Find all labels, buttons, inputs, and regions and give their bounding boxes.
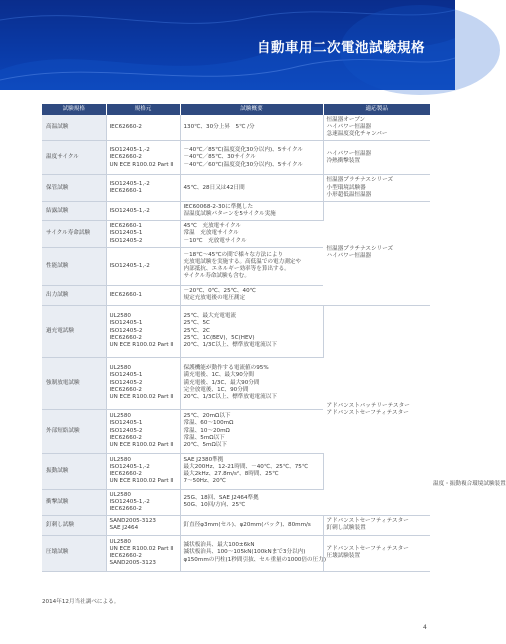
column-header-source: 規格元 xyxy=(106,104,180,115)
summary-line: －10℃ 充放電サイクル xyxy=(183,237,247,244)
table-row xyxy=(42,201,430,220)
summary-line: 45℃、28日又は42日間 xyxy=(183,184,245,191)
summary-cell xyxy=(180,201,323,220)
summary-line: 最大200Hz、12-21時間、－40℃、25℃、75℃ xyxy=(183,464,309,471)
test-name-cell: 温度サイクル xyxy=(42,141,106,175)
standards-line: IEC62660-2 xyxy=(109,386,142,393)
products-cell xyxy=(323,141,430,175)
summary-line: 規定充放電後の電圧測定 xyxy=(183,295,246,302)
summary-cell xyxy=(180,175,323,201)
test-name-cell: 圧壊試験 xyxy=(42,535,106,571)
summary-cell xyxy=(180,285,323,305)
table-row xyxy=(42,175,430,201)
products-cell xyxy=(323,305,430,515)
summary-line: －20℃、0℃、25℃、40℃ xyxy=(183,288,256,295)
standards-line: SAND2005-3123 xyxy=(109,518,156,525)
standards-line: ISO12405-1 xyxy=(109,230,143,237)
test-name-cell: 過充電試験 xyxy=(42,305,106,357)
summary-line: 25℃、最大充電電流 xyxy=(183,313,237,320)
table-header-row xyxy=(42,104,430,115)
summary-line: 充放電試験を実施する。高低温での電力測定や xyxy=(183,259,301,266)
summary-line: 常温、10～20mΩ xyxy=(183,427,230,434)
test-name-cell: 保管試験 xyxy=(42,175,106,201)
summary-cell xyxy=(180,409,323,453)
standards-line: UN ECE R100.02 Part Ⅱ xyxy=(109,545,174,552)
summary-line: 25℃、20mΩ以下 xyxy=(183,413,231,420)
summary-line: 常温、60～100mΩ xyxy=(183,420,234,427)
summary-cell xyxy=(180,305,323,357)
summary-line: 130℃、30分上昇 5℃ /分 xyxy=(183,124,255,131)
products-line: 恒温器プラチナスシリーズ xyxy=(326,246,394,253)
summary-line: 45℃ 充放電サイクル xyxy=(183,223,241,230)
test-name-cell: 釘刺し試験 xyxy=(42,516,106,535)
standards-line: IEC62660-1 xyxy=(109,291,142,298)
column-header-products: 適応製品 xyxy=(323,104,430,115)
summary-line: －40℃／85℃(温度変化30分以内)、5サイクル xyxy=(183,147,303,154)
standards-line: UL2580 xyxy=(109,413,131,420)
page-number: 4 xyxy=(423,624,427,631)
products-line: アドバンストセーフティテスター xyxy=(326,410,409,417)
page-title: 自動車用二次電池試験規格 xyxy=(257,40,425,56)
summary-cell xyxy=(180,115,323,141)
summary-line: 滅状板治具、100～105kN(100kNまで3分以内) xyxy=(183,549,306,556)
table-row xyxy=(42,516,430,535)
standards-cell xyxy=(106,201,180,220)
standards-line: UN ECE R100.02 Part Ⅱ xyxy=(109,441,174,448)
summary-line: 50G、10回/方向、25℃ xyxy=(183,502,246,509)
standards-cell xyxy=(106,535,180,571)
standards-line: ISO12405-1,-2 xyxy=(109,498,150,505)
products-cell xyxy=(323,175,430,201)
test-name-cell: 出力試験 xyxy=(42,285,106,305)
products-line: 釘刺し試験装置 xyxy=(326,525,366,532)
table-row xyxy=(42,115,430,141)
summary-line: 完全放電後、1C、90分間 xyxy=(183,386,249,393)
standards-line: IEC62660-1 xyxy=(109,223,142,230)
summary-line: 20℃、1/3C以上、標準放電電流以下 xyxy=(183,341,277,348)
standards-cell xyxy=(106,221,180,247)
footnote: 2014年12月当社調べによる。 xyxy=(42,599,120,605)
summary-cell xyxy=(180,141,323,175)
test-name-cell: 高温試験 xyxy=(42,115,106,141)
summary-line: 最大2kHz、27.8m/s²、8時間、25℃ xyxy=(183,471,279,478)
summary-cell xyxy=(180,489,323,515)
summary-line: 常温、5mΩ以下 xyxy=(183,434,225,441)
products-line: ハイパワー恒温器 xyxy=(326,150,372,157)
standards-line: IEC62660-2 xyxy=(109,154,142,161)
standards-line: IEC62660-1 xyxy=(109,188,142,195)
standards-line: SAND2005-3123 xyxy=(109,560,156,567)
summary-line: サイクル寿命試験も含む。 xyxy=(183,273,250,280)
standards-line: IEC62660-2 xyxy=(109,434,142,441)
standards-line: UN ECE R100.02 Part Ⅱ xyxy=(109,393,174,400)
summary-line: 7～50Hz、20℃ xyxy=(183,478,226,485)
standards-line: UN ECE R100.02 Part Ⅱ xyxy=(109,161,174,168)
products-cell xyxy=(323,201,430,305)
summary-cell xyxy=(180,516,323,535)
summary-line: 湿温度試験パターンを5サイクル実施 xyxy=(183,211,276,218)
table-row xyxy=(42,141,430,175)
summary-cell xyxy=(180,535,327,571)
products-line: 恒温器プラチナスシリーズ xyxy=(326,177,394,184)
standards-line: IEC62660-2 xyxy=(109,553,142,559)
standards-line: IEC62660-2 xyxy=(109,124,142,131)
summary-line: 内部抵抗、エネルギー効率等を算出する。 xyxy=(183,266,290,273)
standards-line: UL2580 xyxy=(109,538,131,545)
standards-line: ISO12405-2 xyxy=(109,327,143,334)
table-row xyxy=(42,535,430,571)
summary-line: 25℃、5C xyxy=(183,320,210,327)
standards-line: ISO12405-2 xyxy=(109,379,143,386)
standards-line: ISO12405-1,-2 xyxy=(109,181,150,188)
standards-line: ISO12405-1,-2 xyxy=(109,147,150,154)
standards-line: IEC62660-2 xyxy=(109,506,142,513)
column-header-test: 試験規格 xyxy=(42,104,106,115)
standards-line: ISO12405-1 xyxy=(109,372,143,379)
standards-line: ISO12405-1,-2 xyxy=(109,262,150,269)
summary-line: 25℃、1C(BEV)，5C(HEV) xyxy=(183,334,255,341)
summary-line: 25℃、2C xyxy=(183,327,210,334)
products-line: 圧壊試験装置 xyxy=(326,553,361,559)
products-line: 恒温器オーブン xyxy=(326,117,366,123)
standards-cell xyxy=(106,285,180,305)
products-line: アドバンストセーフティテスター xyxy=(326,545,409,552)
summary-line: 20℃、1/3C以上、標準放電電流以下 xyxy=(183,393,277,400)
products-line: ハイパワー恒温器 xyxy=(326,253,372,260)
test-name-cell: サイクル寿命試験 xyxy=(42,221,106,247)
standards-line: IEC62660-2 xyxy=(109,334,142,341)
summary-line: －40℃／60℃(温度変化30分以内)、5サイクル xyxy=(183,161,303,168)
standards-line: ISO12405-1,-2 xyxy=(109,464,150,471)
standards-cell xyxy=(106,489,180,515)
summary-line: 20℃、5mΩ以下 xyxy=(183,441,227,448)
summary-cell xyxy=(180,357,323,409)
standards-cell xyxy=(106,453,180,489)
standards-line: UN ECE R100.02 Part Ⅱ xyxy=(109,478,174,485)
summary-line: 釘直径φ3mm(セル)、φ20mm(パック)、80mm/s xyxy=(183,521,311,528)
standards-line: ISO12405-1 xyxy=(109,420,143,427)
products-line: 急速温度変化チャンバー xyxy=(326,131,388,138)
products-line: 小形超低温恒温器 xyxy=(326,191,372,198)
standards-cell xyxy=(106,247,180,285)
standards-cell xyxy=(106,409,180,453)
standards-line: UL2580 xyxy=(109,491,131,498)
test-name-cell: 衝撃試験 xyxy=(42,489,106,515)
summary-line: －18℃～45℃の間で様々な方法により xyxy=(183,251,284,258)
products-line: 小型環境試験器 xyxy=(326,184,366,191)
standards-line: IEC62660-2 xyxy=(109,471,142,478)
standards-cell xyxy=(106,357,180,409)
summary-line: SAE J2380準拠 xyxy=(183,456,224,463)
summary-line: 滅状板治具、最大100±6kN xyxy=(183,542,255,549)
summary-line: 常温 充放電サイクル xyxy=(183,230,239,237)
summary-line: φ150mmの円柱(1秒間引抜、セル重量の1000倍の圧力) xyxy=(183,556,327,563)
standards-cell xyxy=(106,175,180,201)
summary-line: 保護機能が動作する電流値の95% xyxy=(183,365,269,372)
products-cell xyxy=(323,516,430,535)
products-line: 冷熱衝撃装置 xyxy=(326,157,361,164)
summary-cell xyxy=(180,221,323,247)
standards-line: SAE J2464 xyxy=(109,525,139,532)
table-row xyxy=(42,305,430,357)
summary-line: IEC60068-2-30に準拠した xyxy=(183,203,254,210)
products-line: アドバンストセーフティテスター xyxy=(326,518,409,525)
summary-line: 25G、18回、SAE J2464準拠 xyxy=(183,495,259,502)
summary-cell xyxy=(180,453,323,489)
products-line: アドバンストバッテリーテスター xyxy=(326,403,410,410)
table-body xyxy=(42,115,506,571)
standards-line: ISO12405-2 xyxy=(109,427,143,434)
standards-line: ISO12405-2 xyxy=(109,237,143,244)
test-standards-table xyxy=(42,104,506,572)
standards-cell xyxy=(106,115,180,141)
standards-line: ISO12405-1,-2 xyxy=(109,207,150,214)
standards-line: UL2580 xyxy=(109,365,131,372)
column-header-summary: 試験概要 xyxy=(180,104,323,115)
table-row: 振動試験 UL2580 ISO12405-1,-2 IEC62660-2 UN ECE R100.02 Part Ⅱ SAE J2380準拠 最大200Hz、12-21時間、－40℃、25℃、75℃ 最大2kHz、27.8m/s²、8時間、25℃ 7～50Hz、20℃ 温度・振動複合環境試験装置 xyxy=(42,453,430,489)
standards-line: ISO12405-1 xyxy=(109,320,143,327)
test-name-cell: 強制放電試験 xyxy=(42,357,106,409)
products-cell xyxy=(323,535,430,571)
test-name-cell: 振動試験 xyxy=(42,453,106,489)
summary-cell xyxy=(180,247,323,285)
summary-line: －40℃／85℃、30サイクル xyxy=(183,154,256,161)
standards-line: UL2580 xyxy=(109,313,131,320)
summary-line: 満充電後、1/3C、最大90分間 xyxy=(183,379,260,386)
test-name-cell: 外部短絡試験 xyxy=(42,409,106,453)
standards-cell xyxy=(106,516,180,535)
test-name-cell: 性能試験 xyxy=(42,247,106,285)
standards-cell xyxy=(106,141,180,175)
standards-line: UL2580 xyxy=(109,456,131,463)
test-name-cell: 結露試験 xyxy=(42,201,106,220)
summary-line: 満充電後、1C、最大90分間 xyxy=(183,372,255,379)
products-line: ハイパワー恒温器 xyxy=(326,124,372,131)
header-banner xyxy=(0,0,455,90)
standards-cell xyxy=(106,305,180,357)
products-cell xyxy=(323,115,430,141)
standards-line: UN ECE R100.02 Part Ⅱ xyxy=(109,341,174,348)
